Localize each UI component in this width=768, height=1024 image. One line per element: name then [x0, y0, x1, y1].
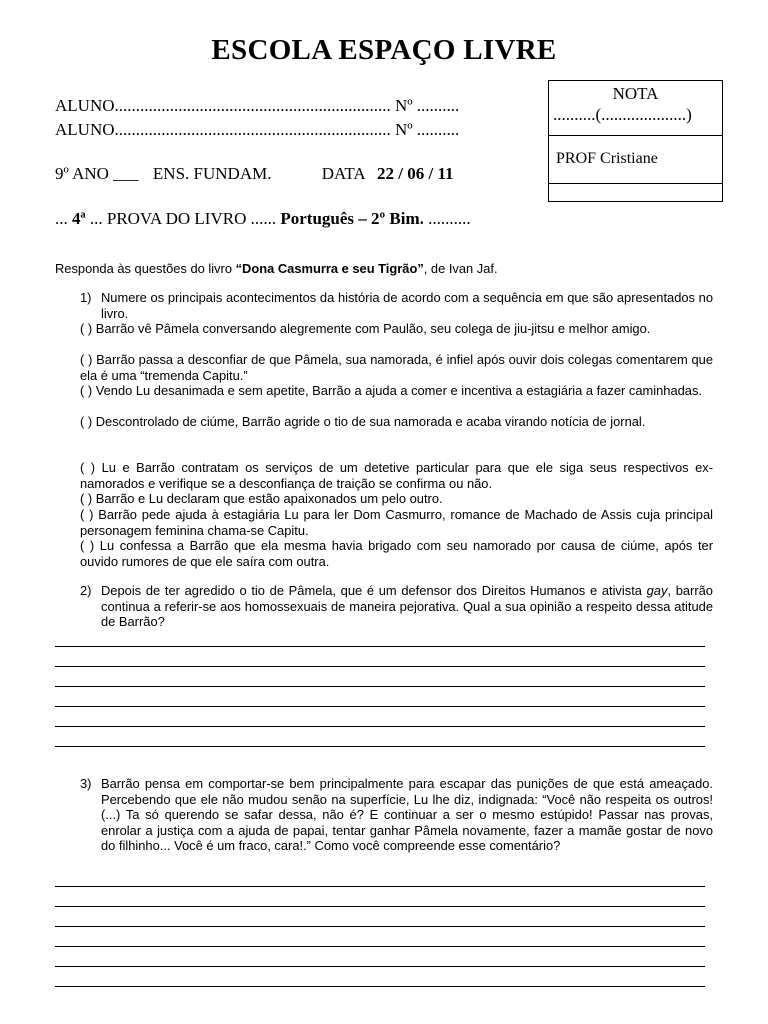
question-number: 1) — [80, 290, 92, 305]
answer-line[interactable] — [55, 726, 705, 727]
question-2 — [80, 583, 713, 630]
level-label: ENS. FUNDAM. — [152, 164, 272, 183]
exam-subject: Português – 2º Bim. — [280, 209, 424, 228]
question-text — [101, 583, 713, 630]
grade-field[interactable]: ..........(....................) — [553, 105, 692, 124]
answer-line[interactable] — [55, 746, 705, 747]
exam-line — [55, 209, 471, 229]
sequence-item[interactable]: ( ) Barrão pede ajuda à estagiária Lu para ler Dom Casmurro, romance de Machado de Assis cuja principal personagem feminina chama-se Capitu. — [80, 507, 713, 538]
student-line-2[interactable]: ALUNO................................................................. Nº .......... — [55, 120, 460, 139]
sequence-item[interactable]: ( ) Vendo Lu desanimada e sem apetite, Barrão a ajuda a comer e incentiva a estagiária a fazer caminhadas. — [80, 383, 702, 398]
question-text: Numere os principais acontecimentos da história de acordo com a sequência em que são apresentados no livro. — [101, 290, 713, 321]
answer-line[interactable] — [55, 706, 705, 707]
answer-line[interactable] — [55, 666, 705, 667]
book-title: “Dona Casmurra e seu Tigrão” — [235, 261, 424, 276]
question-text: Barrão pensa em comportar-se bem principalmente para escapar das punições de que está ameaçado. Percebendo que ele não mudou senão na superfície, Lu lhe diz, indignada: “Você não respeita os outros! (...) Ta só querendo se safar dessa, não é? E continuar a ser o mesmo estúpido! Passar nas provas, enrolar a justiça com a ajuda de papai, tentar ganhar Pâmela novamente, fazer a mamãe gostar de novo do filhinho... Você é um fraco, cara!.” Como você compreende esse comentário? — [101, 776, 713, 853]
answer-line[interactable] — [55, 886, 705, 887]
question-text-part: , barrão continua a referir-se aos homossexuais de maneira pejorativa. Qual a sua opinião a respeito dessa atitude de Barrão? — [101, 583, 713, 629]
sequence-item[interactable]: ( ) Barrão e Lu declaram que estão apaixonados um pelo outro. — [80, 491, 443, 506]
class-info-line — [55, 164, 454, 184]
answer-line[interactable] — [55, 946, 705, 947]
date-value: 22 / 06 / 11 — [377, 164, 454, 183]
answer-line[interactable] — [55, 686, 705, 687]
student-line-1[interactable]: ALUNO................................................................. Nº .......... — [55, 96, 460, 115]
answer-line[interactable] — [55, 906, 705, 907]
exam-prefix: ... — [55, 209, 68, 228]
answer-line[interactable] — [55, 646, 705, 647]
teacher-name: PROF Cristiane — [556, 150, 658, 167]
instructions-suffix: , de Ivan Jaf. — [423, 261, 498, 276]
instructions-prefix: Responda às questões do livro — [55, 261, 236, 276]
school-title: ESCOLA ESPAÇO LIVRE — [211, 34, 557, 66]
exam-suffix: .......... — [428, 209, 471, 228]
grade-box-divider — [549, 135, 722, 136]
sequence-item[interactable]: ( ) Lu confessa a Barrão que ela mesma havia brigado com seu namorado por causa de ciúme, após ter ouvido rumores de que ele saíra com outra. — [80, 538, 713, 569]
date-label: DATA — [321, 164, 365, 183]
grade-box-divider — [549, 183, 722, 184]
sequence-item[interactable]: ( ) Barrão passa a desconfiar de que Pâmela, sua namorada, é infiel após ouvir dois colegas comentarem que ela é uma “tremenda Capitu.” — [80, 352, 713, 383]
answer-line[interactable] — [55, 966, 705, 967]
sequence-item[interactable]: ( ) Barrão vê Pâmela conversando alegremente com Paulão, seu colega de jiu-jitsu e melhor amigo. — [80, 321, 651, 336]
sequence-item[interactable]: ( ) Lu e Barrão contratam os serviços de um detetive particular para que ele siga seus respectivos ex-namorados e verifique se a desconfiança de traição se confirma ou não. — [80, 460, 713, 491]
instructions — [55, 261, 498, 277]
sequence-item[interactable]: ( ) Descontrolado de ciúme, Barrão agride o tio de sua namorada e acaba virando notícia de jornal. — [80, 414, 646, 429]
year-field[interactable]: 9º ANO ___ — [55, 164, 139, 183]
grade-box — [548, 80, 723, 202]
question-text-part: Depois de ter agredido o tio de Pâmela, que é um defensor dos Direitos Humanos e ativista — [101, 583, 647, 598]
question-1 — [80, 290, 713, 321]
grade-label: NOTA — [612, 84, 659, 103]
answer-line[interactable] — [55, 926, 705, 927]
question-number: 2) — [80, 583, 92, 598]
question-3 — [80, 776, 713, 854]
question-text-italic: gay — [646, 583, 668, 598]
answer-line[interactable] — [55, 986, 705, 987]
exam-middle: ... PROVA DO LIVRO ...... — [89, 209, 277, 228]
question-number: 3) — [80, 776, 92, 791]
exam-number: 4ª — [72, 209, 86, 228]
